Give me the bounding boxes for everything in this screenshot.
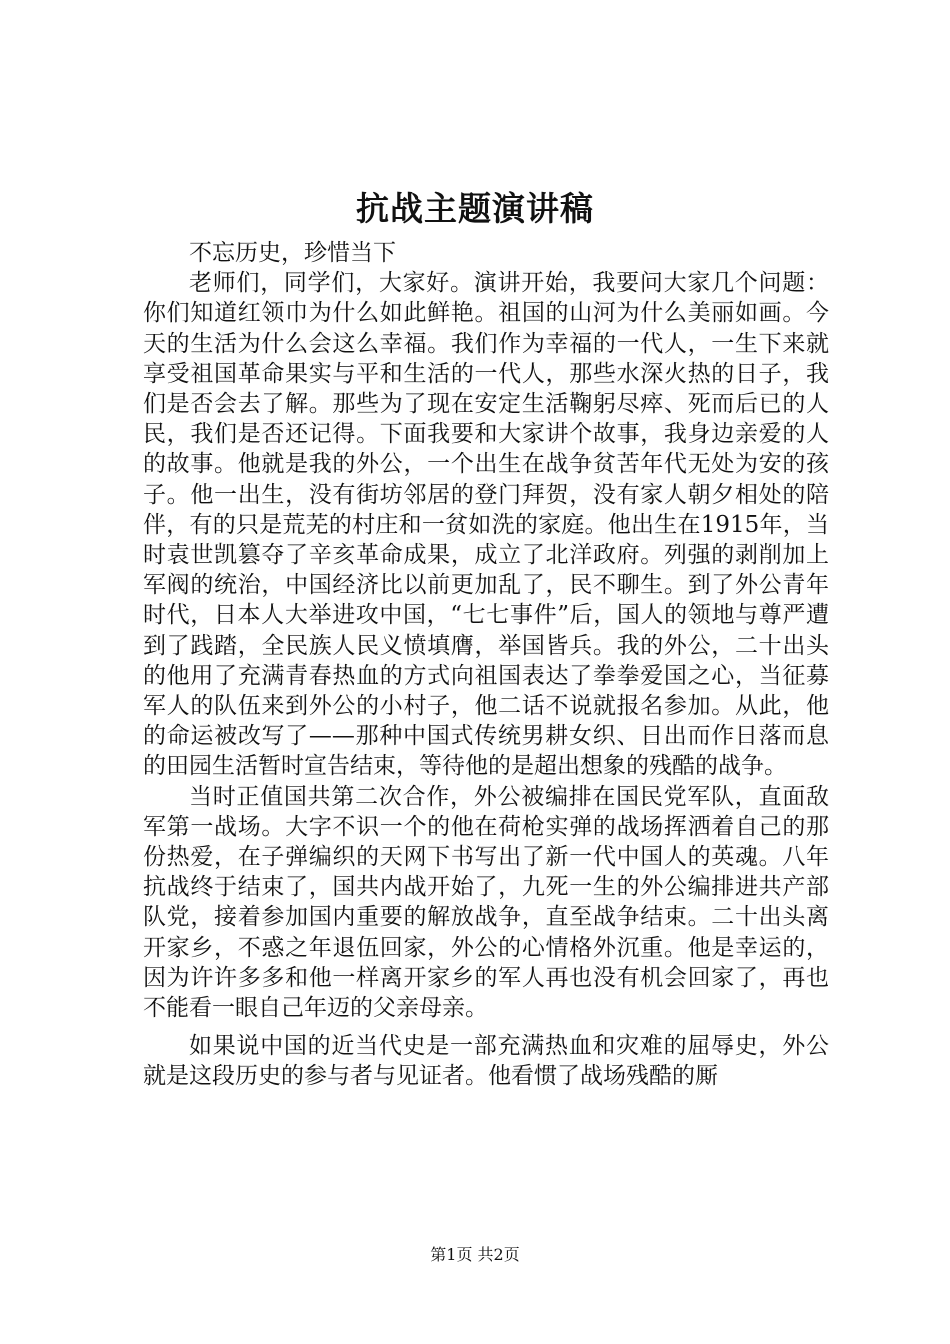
document-title: 抗战主题演讲稿: [356, 189, 594, 228]
subtitle: 不忘历史，珍惜当下: [189, 240, 396, 266]
paragraph-2: 当时正值国共第二次合作，外公被编排在国民党军队，直面敌军第一战场。大字不识一个的他在荷枪实弹的战场挥洒着自己的那份热爱，在子弹编织的天网下书写出了新一代中国人的英魂。八年抗战终于结束了，国共内战开始了，九死一生的外公编排进共产部队党，接着参加国内重要的解放战争，直至战争结束。二十出头离开家乡，不惑之年退伍回家，外公的心情格外沉重。他是幸运的，因为许许多多和他一样离开家乡的军人再也没有机会回家了，再也不能看一眼自己年迈的父亲母亲。: [143, 783, 829, 1022]
paragraph-1: 老师们，同学们，大家好。演讲开始，我要问大家几个问题：你们知道红领巾为什么如此鲜艳。祖国的山河为什么美丽如画。今天的生活为什么会这么幸福。我们作为幸福的一代人，一生下来就享受祖国革命果实与平和生活的一代人，那些水深火热的日子，我们是否会去了解。那些为了现在安定生活鞠躬尽瘁、死而后已的人民，我们是否还记得。下面我要和大家讲个故事，我身边亲爱的人的故事。他就是我的外公，一个出生在战争贫苦年代无处为安的孩子。他一出生，没有街坊邻居的登门拜贺，没有家人朝夕相处的陪伴，有的只是荒芜的村庄和一贫如洗的家庭。他出生在1915年，当时袁世凯篡夺了辛亥革命成果，成立了北洋政府。列强的剥削加上军阀的统治，中国经济比以前更加乱了，民不聊生。到了外公青年时代，日本人大举进攻中国，“七七事件”后，国人的领地与尊严遭到了践踏，全民族人民义愤填膺，举国皆兵。我的外公，二十出头的他用了充满青春热血的方式向祖国表达了拳拳爱国之心，当征募军人的队伍来到外公的小村子，他二话不说就报名参加。从此，他的命运被改写了——那种中国式传统男耕女织、日出而作日落而息的田园生活暂时宣告结束，等待他的是超出想象的残酷的战争。: [143, 270, 829, 780]
page-number: 第1页 共2页: [430, 1245, 520, 1264]
document-body: [143, 238, 829, 1092]
paragraph-3: 如果说中国的近当代史是一部充满热血和灾难的屈辱史，外公就是这段历史的参与者与见证者。他看惯了战场残酷的厮: [143, 1033, 829, 1090]
